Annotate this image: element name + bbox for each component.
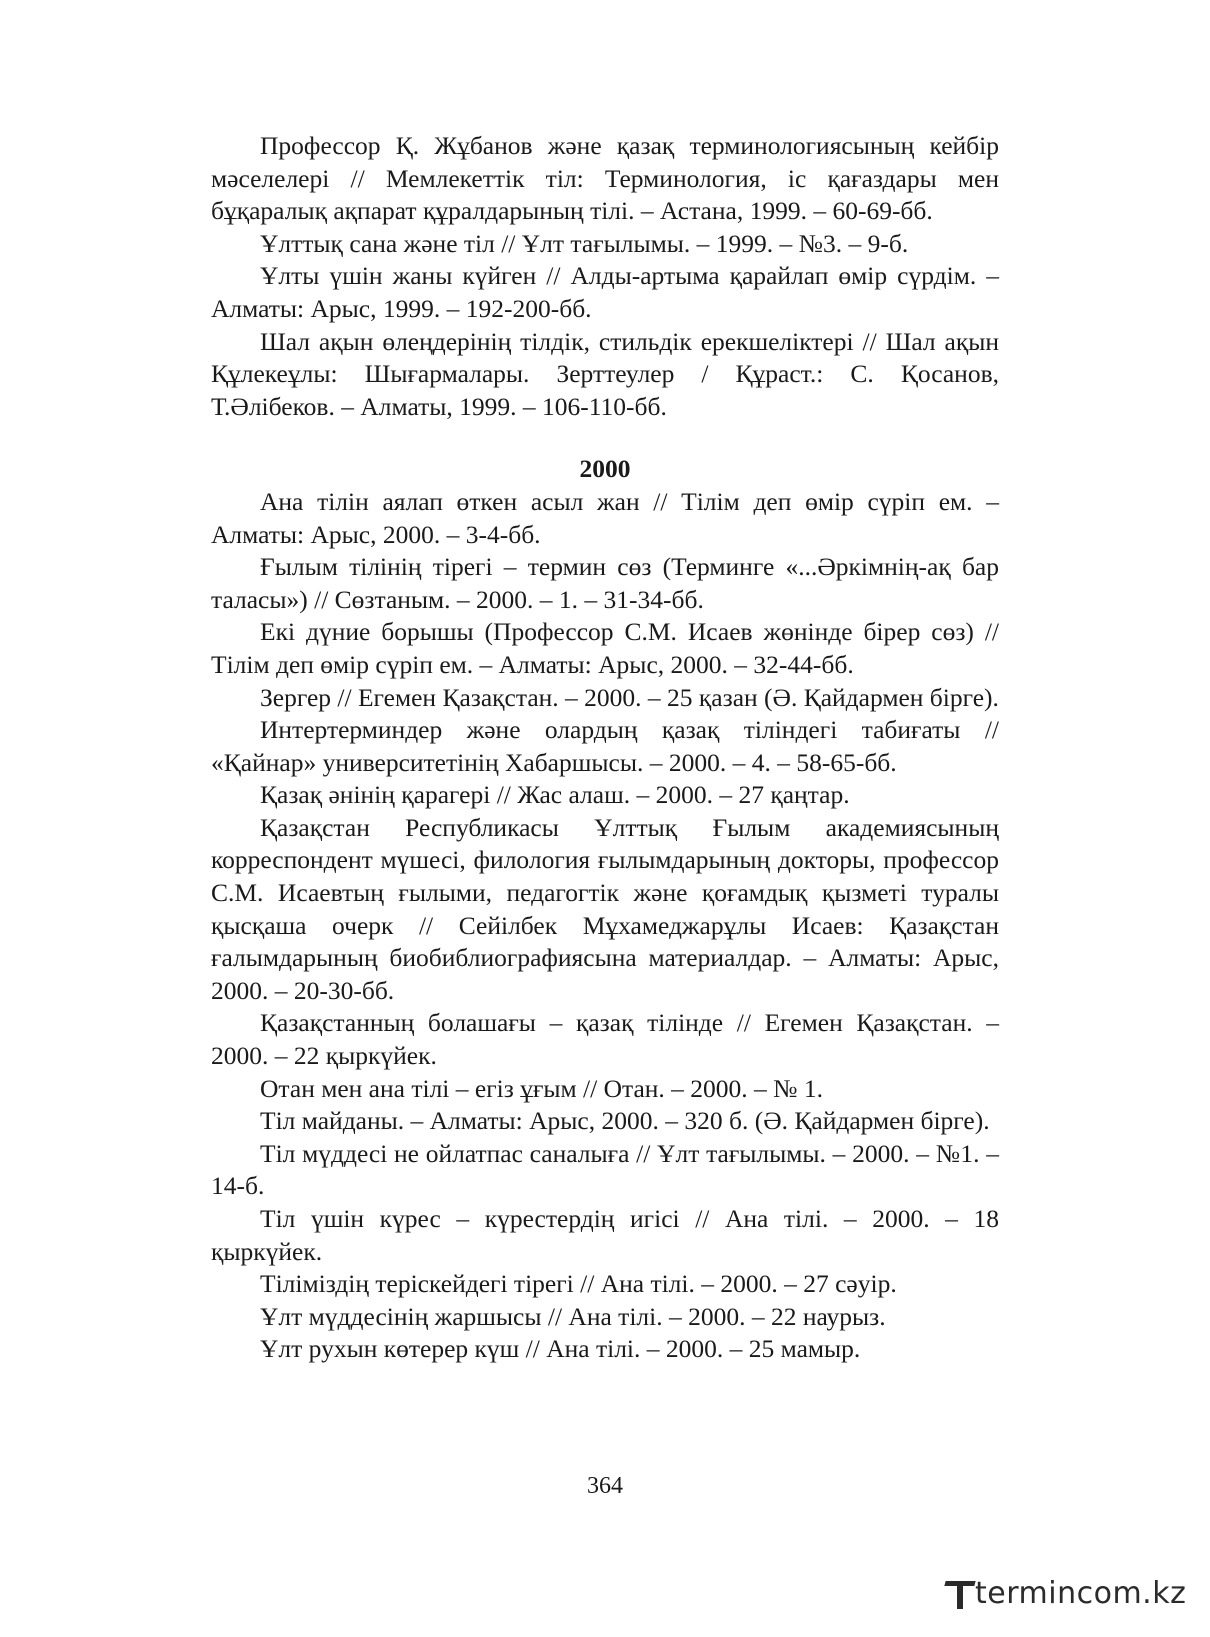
bibliography-entry: Ұлттық сана және тіл // Ұлт тағылымы. – 1999. – №3. – 9-б. bbox=[260, 228, 909, 258]
bibliography-entry: Ұлты үшін жаны күйген // Алды-артыма қарайлап өмір сүрдім. – Алматы: Арыс, 1999. – 192-200-бб. bbox=[211, 261, 999, 323]
bibliography-entry: Ғылым тілінің тірегі – термин сөз (Терминге «...Әркімнің-ақ бар таласы») // Сөзтаным. – 2000. – 1. – 31-34-бб. bbox=[211, 552, 999, 614]
bibliography-entry: Шал ақын өлеңдерінің тілдік, стильдік ерекшеліктері // Шал ақын Құлекеұлы: Шығармалары. Зерттеулер / Құраст.: С. Қосанов, Т.Әлібеков. – Алматы, 1999. – 106-110-бб. bbox=[211, 326, 999, 421]
page-body bbox=[211, 130, 999, 1366]
bibliography-entry: Профессор Қ. Жұбанов және қазақ терминологиясының кейбір мәселелері // Мемлекеттік тіл: Терминология, іс қағаздары мен бұқаралық ақпарат құралдарының тілі. – Астана, 1999. – 60-69-бб. bbox=[211, 131, 999, 226]
bibliography-entry: Тіліміздің терiскейдегі тірегі // Ана тілі. – 2000. – 27 сәуір. bbox=[260, 1269, 897, 1299]
bibliography-entry: Отан мен ана тілі – егіз ұғым // Отан. – 2000. – № 1. bbox=[260, 1073, 824, 1103]
bibliography-entry: Ұлт мүддесінің жаршысы // Ана тілі. – 2000. – 22 наурыз. bbox=[260, 1301, 886, 1331]
bibliography-entry: Қазақстан Республикасы Ұлттық Ғылым академиясының корреспондент мүшесі, филология ғылымдарының докторы, профессор С.М. Исаевтың ғылыми, педагогтік және қоғамдық қызметі туралы қысқаша очерк // Сейілбек Мұхамеджарұлы Исаев: Қазақстан ғалымдарының биобиблиографиясына материалдар. – Алматы: Арыс, 2000. – 20-30-бб. bbox=[211, 812, 999, 1005]
t-logo-icon bbox=[945, 1573, 975, 1613]
bibliography-entry: Ұлт рухын көтерер күш // Ана тілі. – 2000. – 25 мамыр. bbox=[260, 1334, 861, 1364]
bibliography-entry: Қазақстанның болашағы – қазақ тілінде // Егемен Қазақстан. – 2000. – 22 қыркүйек. bbox=[211, 1008, 999, 1071]
page-number: 364 bbox=[587, 1473, 623, 1499]
bibliography-entry: Интертерминдер және олардың қазақ тіліндегі табиғаты // «Қайнар» университетінің Хабаршысы. – 2000. – 4. – 58-65-бб. bbox=[211, 715, 999, 777]
bibliography-entry: Зергер // Егемен Қазақстан. – 2000. – 25 қазан (Ә. Қайдармен бірге). bbox=[260, 682, 999, 712]
site-watermark bbox=[945, 1573, 1186, 1613]
bibliography-entry: Ана тілін аялап өткен асыл жан // Тілім деп өмір сүріп ем. – Алматы: Арыс, 2000. – 3-4-бб. bbox=[211, 486, 999, 549]
year-heading: 2000 bbox=[579, 454, 631, 484]
bibliography-entry: Тіл үшін күрес – күрестердің игісі // Ана тілі. – 2000. – 18 қыркүйек. bbox=[211, 1204, 999, 1266]
bibliography-entry: Тіл мүддесі не ойлатпас саналыға // Ұлт тағылымы. – 2000. – №1. – 14-б. bbox=[211, 1138, 999, 1201]
bibliography-entry: Қазақ әнінің қарагері // Жас алаш. – 2000. – 27 қаңтар. bbox=[260, 780, 850, 810]
bibliography-entry: Тіл майданы. – Алматы: Арыс, 2000. – 320 б. (Ә. Қайдармен бірге). bbox=[260, 1106, 990, 1136]
bibliography-entry: Екі дүние борышы (Профессор С.М. Исаев жөнінде бірер сөз) // Тілім деп өмір сүріп ем. – Алматы: Арыс, 2000. – 32-44-бб. bbox=[211, 617, 999, 679]
watermark-text: termincom.kz bbox=[975, 1575, 1187, 1611]
